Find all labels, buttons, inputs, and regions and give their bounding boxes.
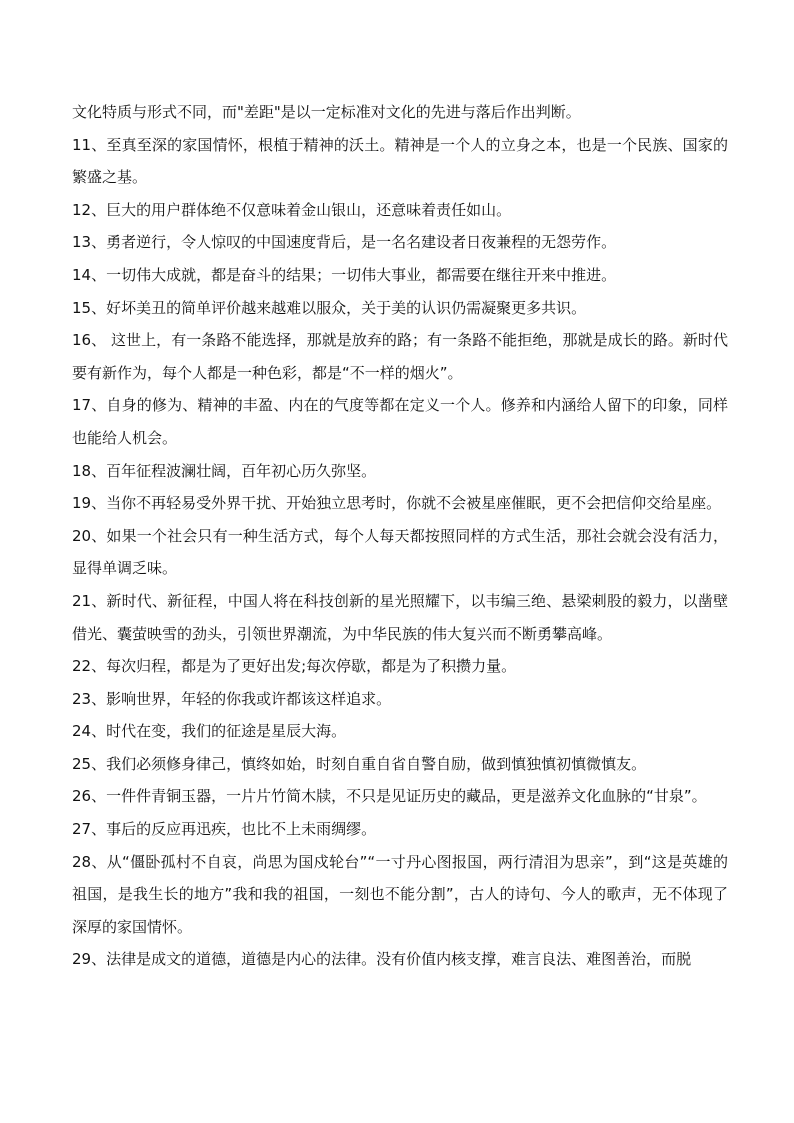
quote-24: 24、时代在变，我们的征途是星辰大海。 [72,722,347,741]
quote-17: 17、自身的修为、精神的丰盈、内在的气度等都在定义一个人。修养和内涵给人留下的印象，同样也能给人机会。 [72,396,728,447]
quote-26: 26、一件件青铜玉器，一片片竹简木牍，不只是见证历史的藏品，更是滋养文化血脉的“甘泉”。 [72,787,707,806]
quote-11: 11、至真至深的家国情怀，根植于精神的沃土。精神是一个人的立身之本，也是一个民族、国家的繁盛之基。 [72,135,728,187]
quote-15: 15、好坏美丑的简单评价越来越难以服众，关于美的认识仍需凝聚更多共识。 [72,298,587,317]
quote-14: 14、一切伟大成就，都是奋斗的结果；一切伟大事业，都需要在继往开来中推进。 [72,265,617,284]
quote-16: 16、 这世上，有一条路不能选择，那就是放弃的路；有一条路不能拒绝，那就是成长的路。新时代要有新作为，每个人都是一种色彩，都是“不一样的烟火”。 [72,331,728,382]
quote-13: 13、勇者逆行，令人惊叹的中国速度背后，是一名名建设者日夜兼程的无怨劳作。 [72,233,617,252]
quote-21: 21、新时代、新征程，中国人将在科技创新的星光照耀下，以韦编三绝、悬梁刺股的毅力，以凿壁借光、囊萤映雪的劲头，引领世界潮流，为中华民族的伟大复兴而不断勇攀高峰。 [72,591,728,643]
document-body [72,96,728,976]
quote-28: 28、从“僵卧孤村不自哀，尚思为国戍轮台”“一寸丹心图报国，两行清泪为思亲”，到“这是英雄的祖国，是我生长的地方”我和我的祖国，一刻也不能分割”，古人的诗句、今人的歌声，无不体现了深厚的家国情怀。 [72,852,728,936]
quote-20: 20、如果一个社会只有一种生活方式，每个人每天都按照同样的方式生活，那社会就会没有活力，显得单调乏味。 [72,526,728,578]
quote-12: 12、巨大的用户群体绝不仅意味着金山银山，还意味着责任如山。 [72,200,512,219]
quote-25: 25、我们必须修身律己，慎终如始，时刻自重自省自警自励，做到慎独慎初慎微慎友。 [72,754,647,773]
quote-22: 22、每次归程，都是为了更好出发;每次停歇，都是为了积攒力量。 [72,657,517,676]
quote-29: 29、法律是成文的道德，道德是内心的法律。没有价值内核支撑，难言良法、难图善治，而脱 [72,950,692,969]
quote-23: 23、影响世界，年轻的你我或许都该这样追求。 [72,689,392,708]
quote-18: 18、百年征程波澜壮阔，百年初心历久弥坚。 [72,461,377,480]
quote-27: 27、事后的反应再迅疾，也比不上未雨绸缪。 [72,820,377,839]
paragraph-continuation: 文化特质与形式不同，而"差距"是以一定标准对文化的先进与落后作出判断。 [72,103,581,121]
quote-19: 19、当你不再轻易受外界干扰、开始独立思考时，你就不会被星座催眠，更不会把信仰交给星座。 [72,494,722,513]
